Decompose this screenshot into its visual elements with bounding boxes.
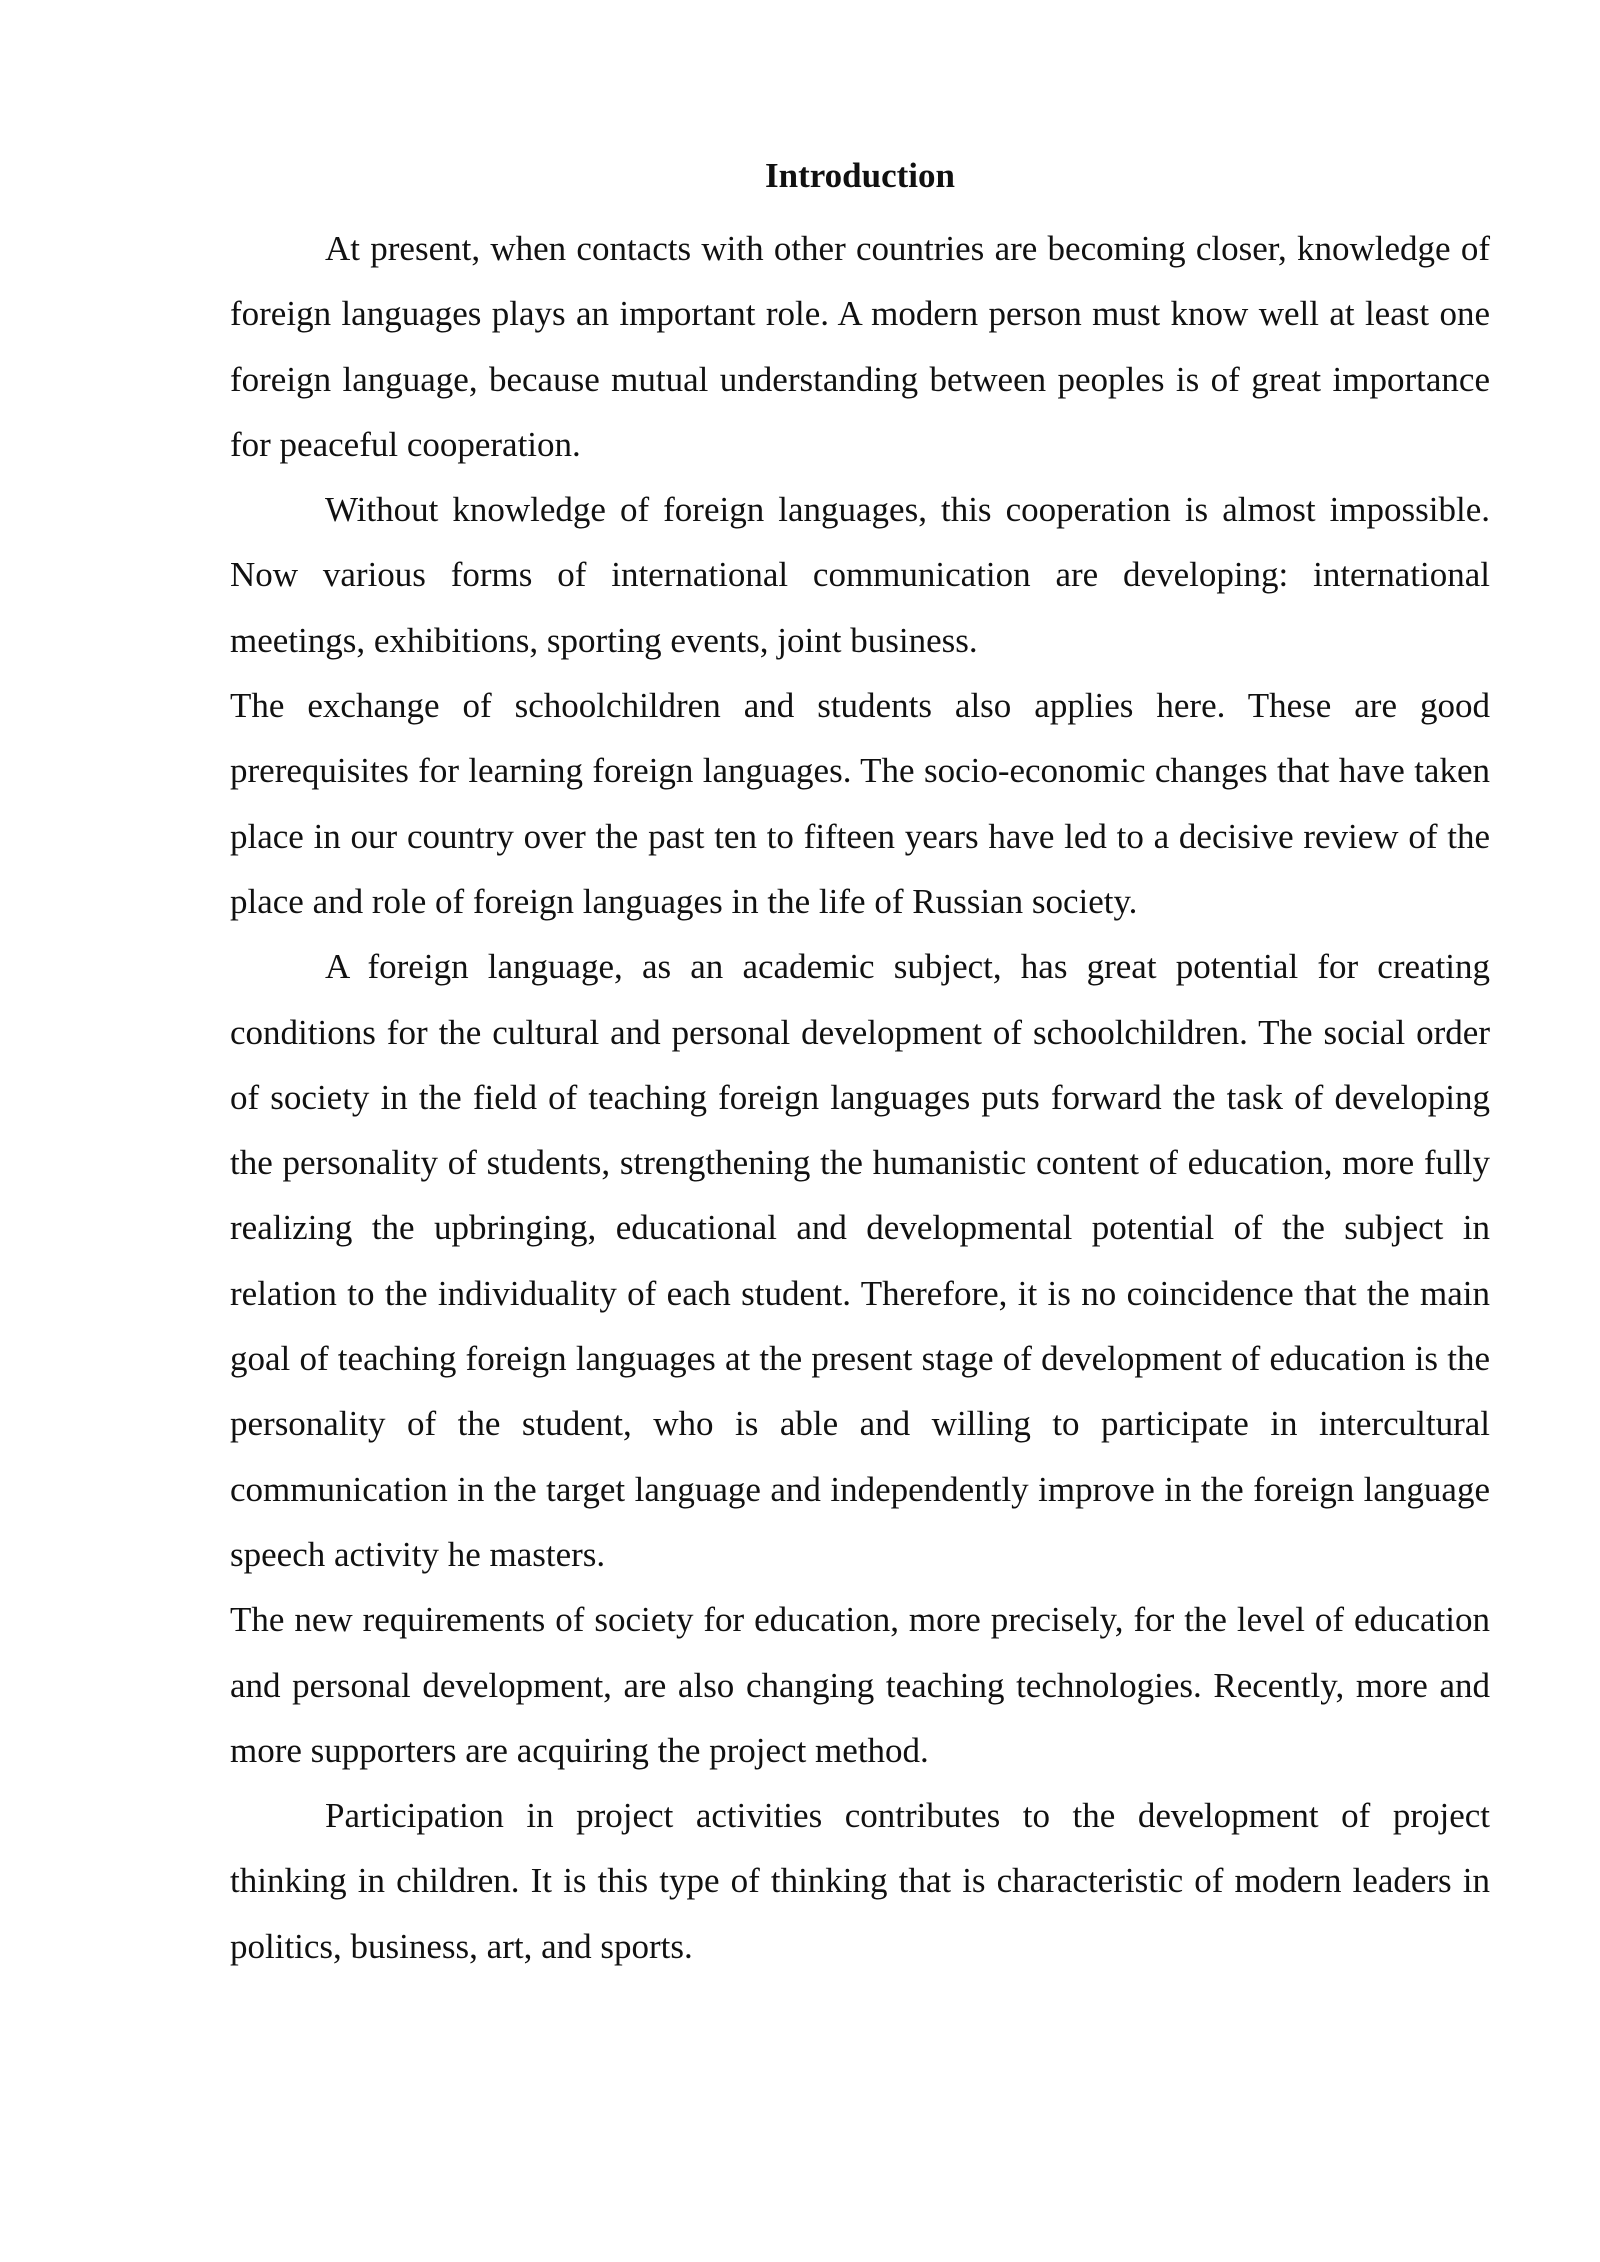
paragraph-3: The exchange of schoolchildren and students also applies here. These are good prerequisites for learning foreign languages. The socio-economic changes that have taken place in our country over the past ten to fifteen years have led to a decisive review of the place and role of foreign languages in the life of Russian society.: [230, 686, 1490, 921]
paragraph-4: A foreign language, as an academic subject, has great potential for creating conditions for the cultural and personal development of schoolchildren. The social order of society in the field of teaching foreign languages puts forward the task of developing the personality of students, strengthening the humanistic content of education, more fully realizing the upbringing, educational and developmental potential of the subject in relation to the individuality of each student. Therefore, it is no coincidence that the main goal of teaching foreign languages at the present stage of development of education is the personality of the student, who is able and willing to participate in intercultural communication in the target language and independently improve in the foreign language speech activity he masters.: [230, 947, 1490, 1574]
paragraph-1: At present, when contacts with other countries are becoming closer, knowledge of foreign languages plays an important role. A modern person must know well at least one foreign language, because mutual understanding between peoples is of great importance for peaceful cooperation.: [230, 229, 1490, 464]
paragraph-6: Participation in project activities contributes to the development of project thinking in children. It is this type of thinking that is characteristic of modern leaders in politics, business, art, and sports.: [230, 1796, 1490, 1966]
document-title: Introduction: [765, 156, 955, 195]
paragraph-2: Without knowledge of foreign languages, this cooperation is almost impossible. Now various forms of international communication are developing: international meetings, exhibitions, sporting events, joint business.: [230, 490, 1490, 660]
paragraph-5: The new requirements of society for education, more precisely, for the level of education and personal development, are also changing teaching technologies. Recently, more and more supporters are acquiring the project method.: [230, 1600, 1490, 1770]
